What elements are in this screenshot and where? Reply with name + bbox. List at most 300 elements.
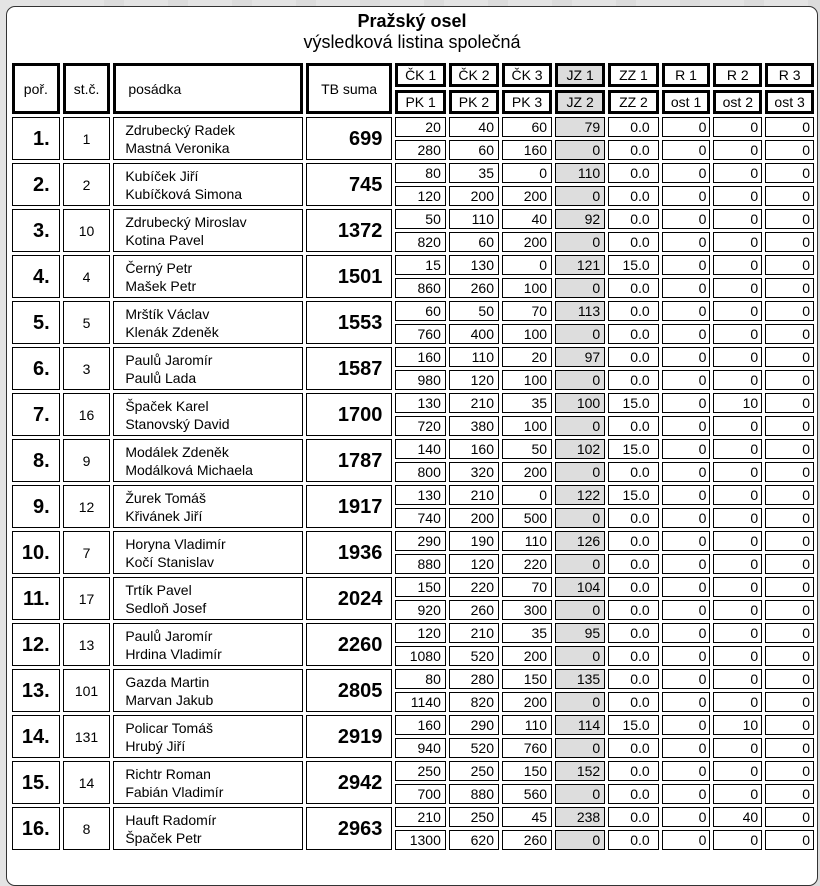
score-ck3: 110 [502,715,552,735]
score-ck2: 290 [449,715,499,735]
score-ck2: 190 [449,531,499,551]
score-jz2: 0 [555,462,605,482]
score-r2: 0 [713,439,762,459]
score-r1: 0 [662,439,711,459]
score-pk3: 100 [502,370,552,390]
score-pk3: 200 [502,232,552,252]
score-ck3: 150 [502,761,552,781]
score-r3: 0 [765,347,814,367]
score-r1: 0 [662,347,711,367]
rank-cell: 14. [12,715,60,758]
score-jz1: 238 [555,807,605,827]
score-ost1: 0 [662,784,711,804]
score-r1: 0 [662,623,711,643]
score-pk2: 200 [449,186,499,206]
score-ost2: 0 [713,692,762,712]
score-jz2: 0 [555,646,605,666]
score-pk3: 160 [502,140,552,160]
start-no-cell: 14 [63,761,111,804]
score-ck2: 110 [449,209,499,229]
col-header-jz1: JZ 1 [555,63,605,87]
tb-sum-cell: 1936 [306,531,393,574]
tb-sum-cell: 1917 [306,485,393,528]
score-zz2: 0.0 [608,554,659,574]
driver-name: Hauft Radomír [125,811,217,828]
score-r2: 0 [713,761,762,781]
driver-name: Horyna Vladimír [125,535,226,552]
score-ost3: 0 [765,508,814,528]
driver-name: Špaček Karel [125,397,209,414]
score-ost3: 0 [765,140,814,160]
navigator-name: Křivánek Jiří [125,507,203,524]
score-jz1: 92 [555,209,605,229]
score-ck1: 140 [395,439,446,459]
score-pk3: 200 [502,462,552,482]
header-row-top [12,63,814,87]
score-ck3: 60 [502,117,552,137]
score-zz1: 0.0 [608,577,659,597]
result-row [12,531,814,551]
score-ost1: 0 [662,508,711,528]
start-no-cell: 10 [63,209,111,252]
score-pk3: 300 [502,600,552,620]
score-ost3: 0 [765,600,814,620]
score-pk2: 60 [449,232,499,252]
score-r3: 0 [765,807,814,827]
navigator-name: Fabián Vladimír [125,783,224,800]
score-ost2: 0 [713,646,762,666]
score-r3: 0 [765,531,814,551]
navigator-name: Klenák Zdeněk [125,323,219,340]
score-zz1: 0.0 [608,623,659,643]
score-zz2: 0.0 [608,324,659,344]
score-r1: 0 [662,531,711,551]
score-zz2: 0.0 [608,186,659,206]
result-row [12,715,814,735]
score-r3: 0 [765,393,814,413]
tb-sum-cell: 1372 [306,209,393,252]
score-zz1: 0.0 [608,209,659,229]
score-zz1: 0.0 [608,531,659,551]
score-ost2: 0 [713,600,762,620]
score-ost3: 0 [765,554,814,574]
navigator-name: Kočí Stanislav [125,553,215,570]
score-r2: 10 [713,393,762,413]
score-ck3: 35 [502,393,552,413]
score-pk1: 880 [395,554,446,574]
score-jz2: 0 [555,692,605,712]
score-ck2: 210 [449,485,499,505]
score-r1: 0 [662,807,711,827]
col-header-r1: R 1 [662,63,711,87]
col-header-pk1: PK 1 [395,90,446,114]
driver-name: Paulů Jaromír [125,627,213,644]
rank-cell: 10. [12,531,60,574]
crew-cell [113,669,302,712]
score-jz2: 0 [555,508,605,528]
score-ck2: 280 [449,669,499,689]
score-r1: 0 [662,577,711,597]
result-row [12,439,814,459]
score-ck1: 160 [395,347,446,367]
score-pk1: 1300 [395,830,446,850]
tb-sum-cell: 745 [306,163,393,206]
start-no-cell: 9 [63,439,111,482]
score-pk2: 620 [449,830,499,850]
score-ost3: 0 [765,232,814,252]
col-header-ck1: ČK 1 [395,63,446,87]
crew-cell [113,623,302,666]
score-r1: 0 [662,485,711,505]
score-ost2: 0 [713,370,762,390]
score-pk3: 260 [502,830,552,850]
score-jz1: 122 [555,485,605,505]
score-jz2: 0 [555,554,605,574]
score-zz2: 0.0 [608,784,659,804]
score-ck2: 210 [449,393,499,413]
rank-cell: 2. [12,163,60,206]
score-zz2: 0.0 [608,830,659,850]
tb-sum-cell: 2805 [306,669,393,712]
col-header-ck2: ČK 2 [449,63,499,87]
score-pk1: 760 [395,324,446,344]
score-pk3: 200 [502,186,552,206]
score-ck1: 160 [395,715,446,735]
score-ost2: 0 [713,278,762,298]
score-ck2: 250 [449,807,499,827]
rank-cell: 13. [12,669,60,712]
driver-name: Zdrubecký Miroslav [125,213,247,230]
rank-cell: 15. [12,761,60,804]
score-pk2: 260 [449,278,499,298]
tb-sum-cell: 699 [306,117,393,160]
score-ost2: 0 [713,186,762,206]
rank-cell: 8. [12,439,60,482]
score-ck1: 290 [395,531,446,551]
score-ck3: 0 [502,485,552,505]
start-no-cell: 101 [63,669,111,712]
score-r3: 0 [765,255,814,275]
score-ck1: 130 [395,393,446,413]
score-jz1: 97 [555,347,605,367]
score-zz2: 0.0 [608,508,659,528]
score-ck3: 45 [502,807,552,827]
score-r3: 0 [765,117,814,137]
score-pk2: 60 [449,140,499,160]
score-ck1: 130 [395,485,446,505]
score-zz2: 0.0 [608,232,659,252]
score-r1: 0 [662,715,711,735]
results-body [12,117,814,850]
score-pk1: 920 [395,600,446,620]
result-row [12,669,814,689]
results-table [9,60,817,853]
navigator-name: Hrubý Jiří [125,737,186,754]
score-r3: 0 [765,301,814,321]
score-zz1: 15.0 [608,485,659,505]
score-ck3: 35 [502,623,552,643]
score-zz2: 0.0 [608,278,659,298]
rank-cell: 12. [12,623,60,666]
score-pk2: 520 [449,646,499,666]
score-ost1: 0 [662,370,711,390]
score-pk1: 860 [395,278,446,298]
score-jz1: 152 [555,761,605,781]
score-r1: 0 [662,209,711,229]
driver-name: Policar Tomáš [125,719,213,736]
score-ck3: 70 [502,301,552,321]
rank-cell: 16. [12,807,60,850]
crew-cell [113,393,302,436]
start-no-cell: 8 [63,807,111,850]
crew-cell [113,761,302,804]
score-pk1: 1080 [395,646,446,666]
score-ost3: 0 [765,278,814,298]
driver-name: Kubíček Jiří [125,167,199,184]
score-ck1: 80 [395,163,446,183]
tb-sum-cell: 1501 [306,255,393,298]
score-ost2: 0 [713,324,762,344]
score-r3: 0 [765,761,814,781]
score-pk1: 280 [395,140,446,160]
navigator-name: Kotina Pavel [125,231,204,248]
score-r2: 0 [713,623,762,643]
score-r3: 0 [765,163,814,183]
score-ost2: 0 [713,232,762,252]
score-ost1: 0 [662,232,711,252]
score-zz2: 0.0 [608,600,659,620]
page-title: Pražský osel [357,11,467,31]
score-jz2: 0 [555,416,605,436]
score-ck2: 220 [449,577,499,597]
score-ost1: 0 [662,324,711,344]
start-no-cell: 4 [63,255,111,298]
score-r1: 0 [662,393,711,413]
score-ost1: 0 [662,278,711,298]
tb-sum-cell: 1787 [306,439,393,482]
score-pk2: 120 [449,554,499,574]
score-zz2: 0.0 [608,416,659,436]
score-jz1: 126 [555,531,605,551]
col-header-start-no: st.č. [63,63,111,114]
score-r3: 0 [765,577,814,597]
score-zz2: 0.0 [608,140,659,160]
tb-sum-cell: 2942 [306,761,393,804]
score-ck3: 20 [502,347,552,367]
rank-cell: 6. [12,347,60,390]
score-zz2: 0.0 [608,692,659,712]
score-ost1: 0 [662,738,711,758]
driver-name: Zdrubecký Radek [125,121,236,138]
score-ost1: 0 [662,554,711,574]
score-zz1: 15.0 [608,393,659,413]
score-ck1: 80 [395,669,446,689]
result-row [12,347,814,367]
score-pk3: 100 [502,416,552,436]
score-zz1: 15.0 [608,715,659,735]
score-r2: 10 [713,715,762,735]
tb-sum-cell: 2963 [306,807,393,850]
score-ost3: 0 [765,738,814,758]
crew-cell [113,347,302,390]
col-header-zz2: ZZ 2 [608,90,659,114]
score-ost1: 0 [662,140,711,160]
score-zz1: 0.0 [608,669,659,689]
score-r3: 0 [765,485,814,505]
score-ck2: 160 [449,439,499,459]
score-r3: 0 [765,623,814,643]
score-r2: 0 [713,117,762,137]
score-ck2: 50 [449,301,499,321]
score-ost3: 0 [765,646,814,666]
score-ck3: 150 [502,669,552,689]
score-ck3: 0 [502,255,552,275]
navigator-name: Mašek Petr [125,277,197,294]
score-pk3: 100 [502,278,552,298]
score-pk3: 220 [502,554,552,574]
tb-sum-cell: 1553 [306,301,393,344]
col-header-zz1: ZZ 1 [608,63,659,87]
score-pk2: 400 [449,324,499,344]
rank-cell: 1. [12,117,60,160]
score-jz2: 0 [555,232,605,252]
score-r2: 40 [713,807,762,827]
result-row [12,301,814,321]
score-ck2: 250 [449,761,499,781]
crew-cell [113,209,302,252]
tb-sum-cell: 2260 [306,623,393,666]
score-zz1: 0.0 [608,117,659,137]
col-header-ck3: ČK 3 [502,63,552,87]
results-panel [6,6,818,886]
crew-cell [113,807,302,850]
score-ost1: 0 [662,600,711,620]
col-header-crew: posádka [113,63,302,114]
navigator-name: Paulů Lada [125,369,197,386]
score-ck1: 210 [395,807,446,827]
score-zz1: 0.0 [608,761,659,781]
rank-cell: 5. [12,301,60,344]
driver-name: Paulů Jaromír [125,351,213,368]
score-ck3: 50 [502,439,552,459]
col-header-ost2: ost 2 [713,90,762,114]
score-pk2: 520 [449,738,499,758]
col-header-tb-sum: TB suma [306,63,393,114]
tb-sum-cell: 2024 [306,577,393,620]
score-ck1: 15 [395,255,446,275]
score-pk2: 880 [449,784,499,804]
driver-name: Richtr Roman [125,765,211,782]
col-header-jz2: JZ 2 [555,90,605,114]
score-ck3: 70 [502,577,552,597]
score-zz1: 15.0 [608,255,659,275]
score-ost2: 0 [713,738,762,758]
crew-cell [113,715,302,758]
navigator-name: Sedloň Josef [125,599,207,616]
score-r2: 0 [713,347,762,367]
driver-name: Modálek Zdeněk [125,443,229,460]
col-header-ost3: ost 3 [765,90,814,114]
score-pk2: 820 [449,692,499,712]
score-pk1: 720 [395,416,446,436]
score-ck3: 40 [502,209,552,229]
driver-name: Žurek Tomáš [125,489,206,506]
score-zz2: 0.0 [608,370,659,390]
start-no-cell: 131 [63,715,111,758]
score-ck1: 150 [395,577,446,597]
result-row [12,623,814,643]
score-jz2: 0 [555,830,605,850]
driver-name: Trtík Pavel [125,581,192,598]
score-r3: 0 [765,439,814,459]
score-ost1: 0 [662,416,711,436]
score-r1: 0 [662,669,711,689]
score-ck2: 130 [449,255,499,275]
navigator-name: Modálková Michaela [125,461,253,478]
score-zz2: 0.0 [608,462,659,482]
score-ost2: 0 [713,508,762,528]
col-header-pk3: PK 3 [502,90,552,114]
score-ost3: 0 [765,324,814,344]
score-jz1: 95 [555,623,605,643]
start-no-cell: 1 [63,117,111,160]
score-ost3: 0 [765,370,814,390]
score-jz2: 0 [555,140,605,160]
start-no-cell: 5 [63,301,111,344]
score-pk3: 560 [502,784,552,804]
score-pk1: 940 [395,738,446,758]
driver-name: Černý Petr [125,259,193,276]
score-pk1: 700 [395,784,446,804]
navigator-name: Špaček Petr [125,829,202,846]
score-ost3: 0 [765,462,814,482]
score-ost1: 0 [662,692,711,712]
score-r3: 0 [765,209,814,229]
score-ost1: 0 [662,646,711,666]
score-ck1: 50 [395,209,446,229]
score-ck3: 0 [502,163,552,183]
crew-cell [113,531,302,574]
score-zz1: 0.0 [608,347,659,367]
score-r1: 0 [662,255,711,275]
score-pk3: 200 [502,692,552,712]
score-ost2: 0 [713,462,762,482]
score-r1: 0 [662,761,711,781]
score-ost3: 0 [765,692,814,712]
page-subtitle: výsledková listina společná [303,32,521,52]
col-header-r2: R 2 [713,63,762,87]
score-r1: 0 [662,117,711,137]
result-row [12,577,814,597]
score-zz1: 0.0 [608,301,659,321]
score-pk2: 260 [449,600,499,620]
score-pk1: 800 [395,462,446,482]
score-pk1: 820 [395,232,446,252]
score-zz1: 0.0 [608,163,659,183]
score-pk1: 120 [395,186,446,206]
rank-cell: 9. [12,485,60,528]
tb-sum-cell: 1587 [306,347,393,390]
score-r2: 0 [713,669,762,689]
start-no-cell: 12 [63,485,111,528]
score-r3: 0 [765,669,814,689]
result-row [12,117,814,137]
col-header-pk2: PK 2 [449,90,499,114]
start-no-cell: 3 [63,347,111,390]
score-ck2: 210 [449,623,499,643]
tb-sum-cell: 2919 [306,715,393,758]
driver-name: Mrštík Václav [125,305,210,322]
